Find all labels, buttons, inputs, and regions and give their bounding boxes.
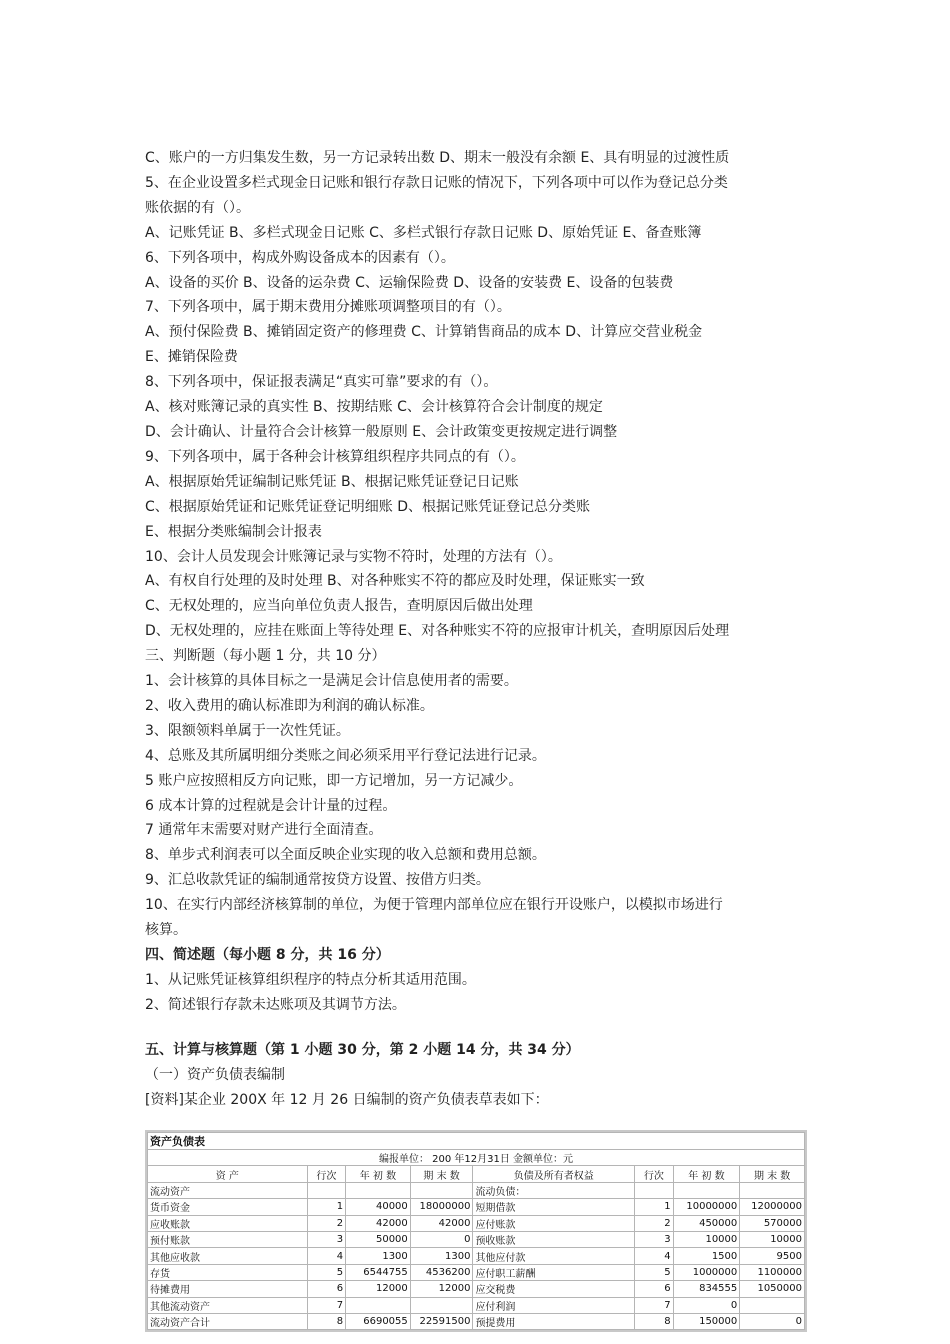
table-cell: 10000 — [740, 1231, 805, 1247]
table-cell: 1300 — [410, 1248, 473, 1264]
column-header: 行次 — [635, 1166, 673, 1182]
table-row — [148, 1215, 805, 1231]
table-cell — [346, 1297, 411, 1313]
table-cell: 1500 — [673, 1248, 740, 1264]
table-row — [148, 1297, 805, 1313]
table-cell: 应付账款 — [473, 1215, 635, 1231]
table-cell: 流动资产合计 — [148, 1313, 308, 1329]
table-cell: 4 — [307, 1248, 345, 1264]
balance-sheet-image — [145, 1130, 807, 1332]
text-line: E、摊销保险费 — [145, 349, 238, 366]
column-header: 期 末 数 — [410, 1166, 473, 1182]
table-cell: 6 — [635, 1281, 673, 1297]
blank-line — [145, 1018, 810, 1038]
table-cell: 1 — [307, 1199, 345, 1215]
text-line: A、根据原始凭证编制记账凭证 B、根据记账凭证登记日记账 — [145, 473, 519, 490]
table-cell: 4 — [635, 1248, 673, 1264]
table-cell — [740, 1182, 805, 1198]
text-line: 6、下列各项中，构成外购设备成本的因素有（）。 — [145, 249, 455, 266]
table-row — [148, 1313, 805, 1329]
text-line: 8、下列各项中，保证报表满足“真实可靠”要求的有（）。 — [145, 374, 498, 391]
table-cell: 9500 — [740, 1248, 805, 1264]
table-cell: 50000 — [346, 1231, 411, 1247]
table-cell: 8 — [635, 1313, 673, 1329]
balance-sheet-table — [147, 1132, 805, 1330]
table-cell: 应付职工薪酬 — [473, 1264, 635, 1280]
text-line: 账依据的有（）。 — [145, 199, 250, 216]
text-line: D、会计确认、计量符合会计核算一般原则 E、会计政策变更按规定进行调整 — [145, 423, 618, 440]
text-line: （一）资产负债表编制 — [145, 1066, 285, 1083]
table-cell: 3 — [307, 1231, 345, 1247]
table-cell: 6690055 — [346, 1313, 411, 1329]
table-cell: 短期借款 — [473, 1199, 635, 1215]
table-cell — [346, 1182, 411, 1198]
table-cell: 0 — [410, 1231, 473, 1247]
table-cell: 10000000 — [673, 1199, 740, 1215]
table-cell: 2 — [307, 1215, 345, 1231]
question-text — [145, 146, 810, 1112]
table-header-row — [148, 1166, 805, 1182]
balance-sheet-title: 资产负债表 — [148, 1133, 805, 1150]
table-cell: 货币资金 — [148, 1199, 308, 1215]
text-line: 9、下列各项中，属于各种会计核算组织程序共同点的有（）。 — [145, 448, 525, 465]
table-cell: 应交税费 — [473, 1281, 635, 1297]
table-cell: 流动负债： — [473, 1182, 635, 1198]
column-header: 年 初 数 — [673, 1166, 740, 1182]
text-line: 1、从记账凭证核算组织程序的特点分析其适用范围。 — [145, 971, 476, 988]
text-line: 6 成本计算的过程就是会计计量的过程。 — [145, 797, 397, 814]
table-cell: 450000 — [673, 1215, 740, 1231]
table-cell: 1050000 — [740, 1281, 805, 1297]
text-line: 2、简述银行存款未达账项及其调节方法。 — [145, 996, 406, 1013]
table-cell — [635, 1182, 673, 1198]
text-line: D、无权处理的，应挂在账面上等待处理 E、对各种账实不符的应报审计机关，查明原因后处理 — [145, 623, 730, 640]
table-cell: 4536200 — [410, 1264, 473, 1280]
table-cell: 5 — [635, 1264, 673, 1280]
text-line: 5 账户应按照相反方向记账，即一方记增加，另一方记减少。 — [145, 772, 523, 789]
table-cell: 存货 — [148, 1264, 308, 1280]
balance-sheet-subtitle: 编报单位： 200 年12月31日 金额单位：元 — [148, 1150, 805, 1166]
table-cell: 其他流动资产 — [148, 1297, 308, 1313]
text-line: 8、单步式利润表可以全面反映企业实现的收入总额和费用总额。 — [145, 847, 546, 864]
table-cell: 22591500 — [410, 1313, 473, 1329]
text-line: 7 通常年末需要对财产进行全面清查。 — [145, 822, 383, 839]
table-cell: 1 — [635, 1199, 673, 1215]
text-line: [资料]某企业 200X 年 12 月 26 日编制的资产负债表草表如下： — [145, 1091, 549, 1108]
table-cell: 8 — [307, 1313, 345, 1329]
table-cell — [740, 1297, 805, 1313]
text-line: C、账户的一方归集发生数，另一方记录转出数 D、期末一般没有余额 E、具有明显的过渡性质 — [145, 150, 730, 166]
text-line: 4、总账及其所属明细分类账之间必须采用平行登记法进行记录。 — [145, 747, 546, 764]
table-cell: 1300 — [346, 1248, 411, 1264]
table-cell: 3 — [635, 1231, 673, 1247]
table-cell: 42000 — [410, 1215, 473, 1231]
table-cell: 12000 — [410, 1281, 473, 1297]
table-row — [148, 1264, 805, 1280]
table-cell: 6 — [307, 1281, 345, 1297]
column-header: 期 末 数 — [740, 1166, 805, 1182]
table-cell: 12000000 — [740, 1199, 805, 1215]
text-line: 5、在企业设置多栏式现金日记账和银行存款日记账的情况下，下列各项中可以作为登记总分类 — [145, 174, 728, 191]
table-row — [148, 1231, 805, 1247]
text-line: 10、在实行内部经济核算制的单位，为便于管理内部单位应在银行开设账户，以模拟市场进行 — [145, 897, 723, 914]
text-line: A、预付保险费 B、摊销固定资产的修理费 C、计算销售商品的成本 D、计算应交营业税金 — [145, 324, 703, 341]
table-cell: 应付利润 — [473, 1297, 635, 1313]
table-cell: 1000000 — [673, 1264, 740, 1280]
table-cell: 150000 — [673, 1313, 740, 1329]
text-line: 9、汇总收款凭证的编制通常按贷方设置、按借方归类。 — [145, 872, 490, 889]
table-cell: 1100000 — [740, 1264, 805, 1280]
table-cell — [410, 1182, 473, 1198]
table-cell: 0 — [673, 1297, 740, 1313]
column-header: 行次 — [307, 1166, 345, 1182]
column-header: 年 初 数 — [346, 1166, 411, 1182]
text-line: E、根据分类账编制会计报表 — [145, 523, 322, 540]
text-line: C、根据原始凭证和记账凭证登记明细账 D、根据记账凭证登记总分类账 — [145, 498, 591, 515]
table-cell: 2 — [635, 1215, 673, 1231]
table-cell — [673, 1182, 740, 1198]
table-row — [148, 1248, 805, 1264]
text-line: A、记账凭证 B、多栏式现金日记账 C、多栏式银行存款日记账 D、原始凭证 E、备查账簿 — [145, 224, 702, 241]
text-line: 3、限额领料单属于一次性凭证。 — [145, 722, 350, 739]
text-line: A、有权自行处理的及时处理 B、对各种账实不符的都应及时处理，保证账实一致 — [145, 573, 645, 590]
text-line: 2、收入费用的确认标准即为利润的确认标准。 — [145, 697, 434, 714]
text-line: C、无权处理的，应当向单位负责人报告，查明原因后做出处理 — [145, 598, 533, 615]
table-cell: 5 — [307, 1264, 345, 1280]
table-cell: 其他应收款 — [148, 1248, 308, 1264]
column-header: 资 产 — [148, 1166, 308, 1182]
table-cell: 7 — [307, 1297, 345, 1313]
table-row — [148, 1199, 805, 1215]
table-cell: 7 — [635, 1297, 673, 1313]
table-cell: 预收账款 — [473, 1231, 635, 1247]
section-heading: 四、简述题（每小题 8 分，共 16 分） — [145, 947, 390, 963]
table-row — [148, 1281, 805, 1297]
table-cell: 40000 — [346, 1199, 411, 1215]
table-cell: 570000 — [740, 1215, 805, 1231]
text-line: A、核对账簿记录的真实性 B、按期结账 C、会计核算符合会计制度的规定 — [145, 399, 603, 416]
table-cell: 预付账款 — [148, 1231, 308, 1247]
table-cell: 流动资产 — [148, 1182, 308, 1198]
table-cell: 18000000 — [410, 1199, 473, 1215]
table-cell: 应收账款 — [148, 1215, 308, 1231]
table-cell: 0 — [740, 1313, 805, 1329]
table-cell: 12000 — [346, 1281, 411, 1297]
table-cell — [307, 1182, 345, 1198]
table-cell: 834555 — [673, 1281, 740, 1297]
text-line: 1、会计核算的具体目标之一是满足会计信息使用者的需要。 — [145, 673, 518, 690]
text-line: A、设备的买价 B、设备的运杂费 C、运输保险费 D、设备的安装费 E、设备的包装费 — [145, 274, 674, 291]
table-cell — [410, 1297, 473, 1313]
table-cell: 6544755 — [346, 1264, 411, 1280]
column-header: 负债及所有者权益 — [473, 1166, 635, 1182]
table-cell: 其他应付款 — [473, 1248, 635, 1264]
table-cell: 10000 — [673, 1231, 740, 1247]
table-row — [148, 1182, 805, 1198]
table-cell: 预提费用 — [473, 1313, 635, 1329]
text-line: 三、判断题（每小题 1 分，共 10 分） — [145, 648, 386, 665]
table-cell: 42000 — [346, 1215, 411, 1231]
table-cell: 待摊费用 — [148, 1281, 308, 1297]
text-line: 10、会计人员发现会计账簿记录与实物不符时，处理的方法有（）。 — [145, 548, 562, 565]
section-heading: 五、计算与核算题（第 1 小题 30 分，第 2 小题 14 分，共 34 分） — [145, 1041, 580, 1058]
text-line: 核算。 — [145, 922, 187, 939]
text-line: 7、下列各项中，属于期末费用分摊账项调整项目的有（）。 — [145, 299, 511, 316]
